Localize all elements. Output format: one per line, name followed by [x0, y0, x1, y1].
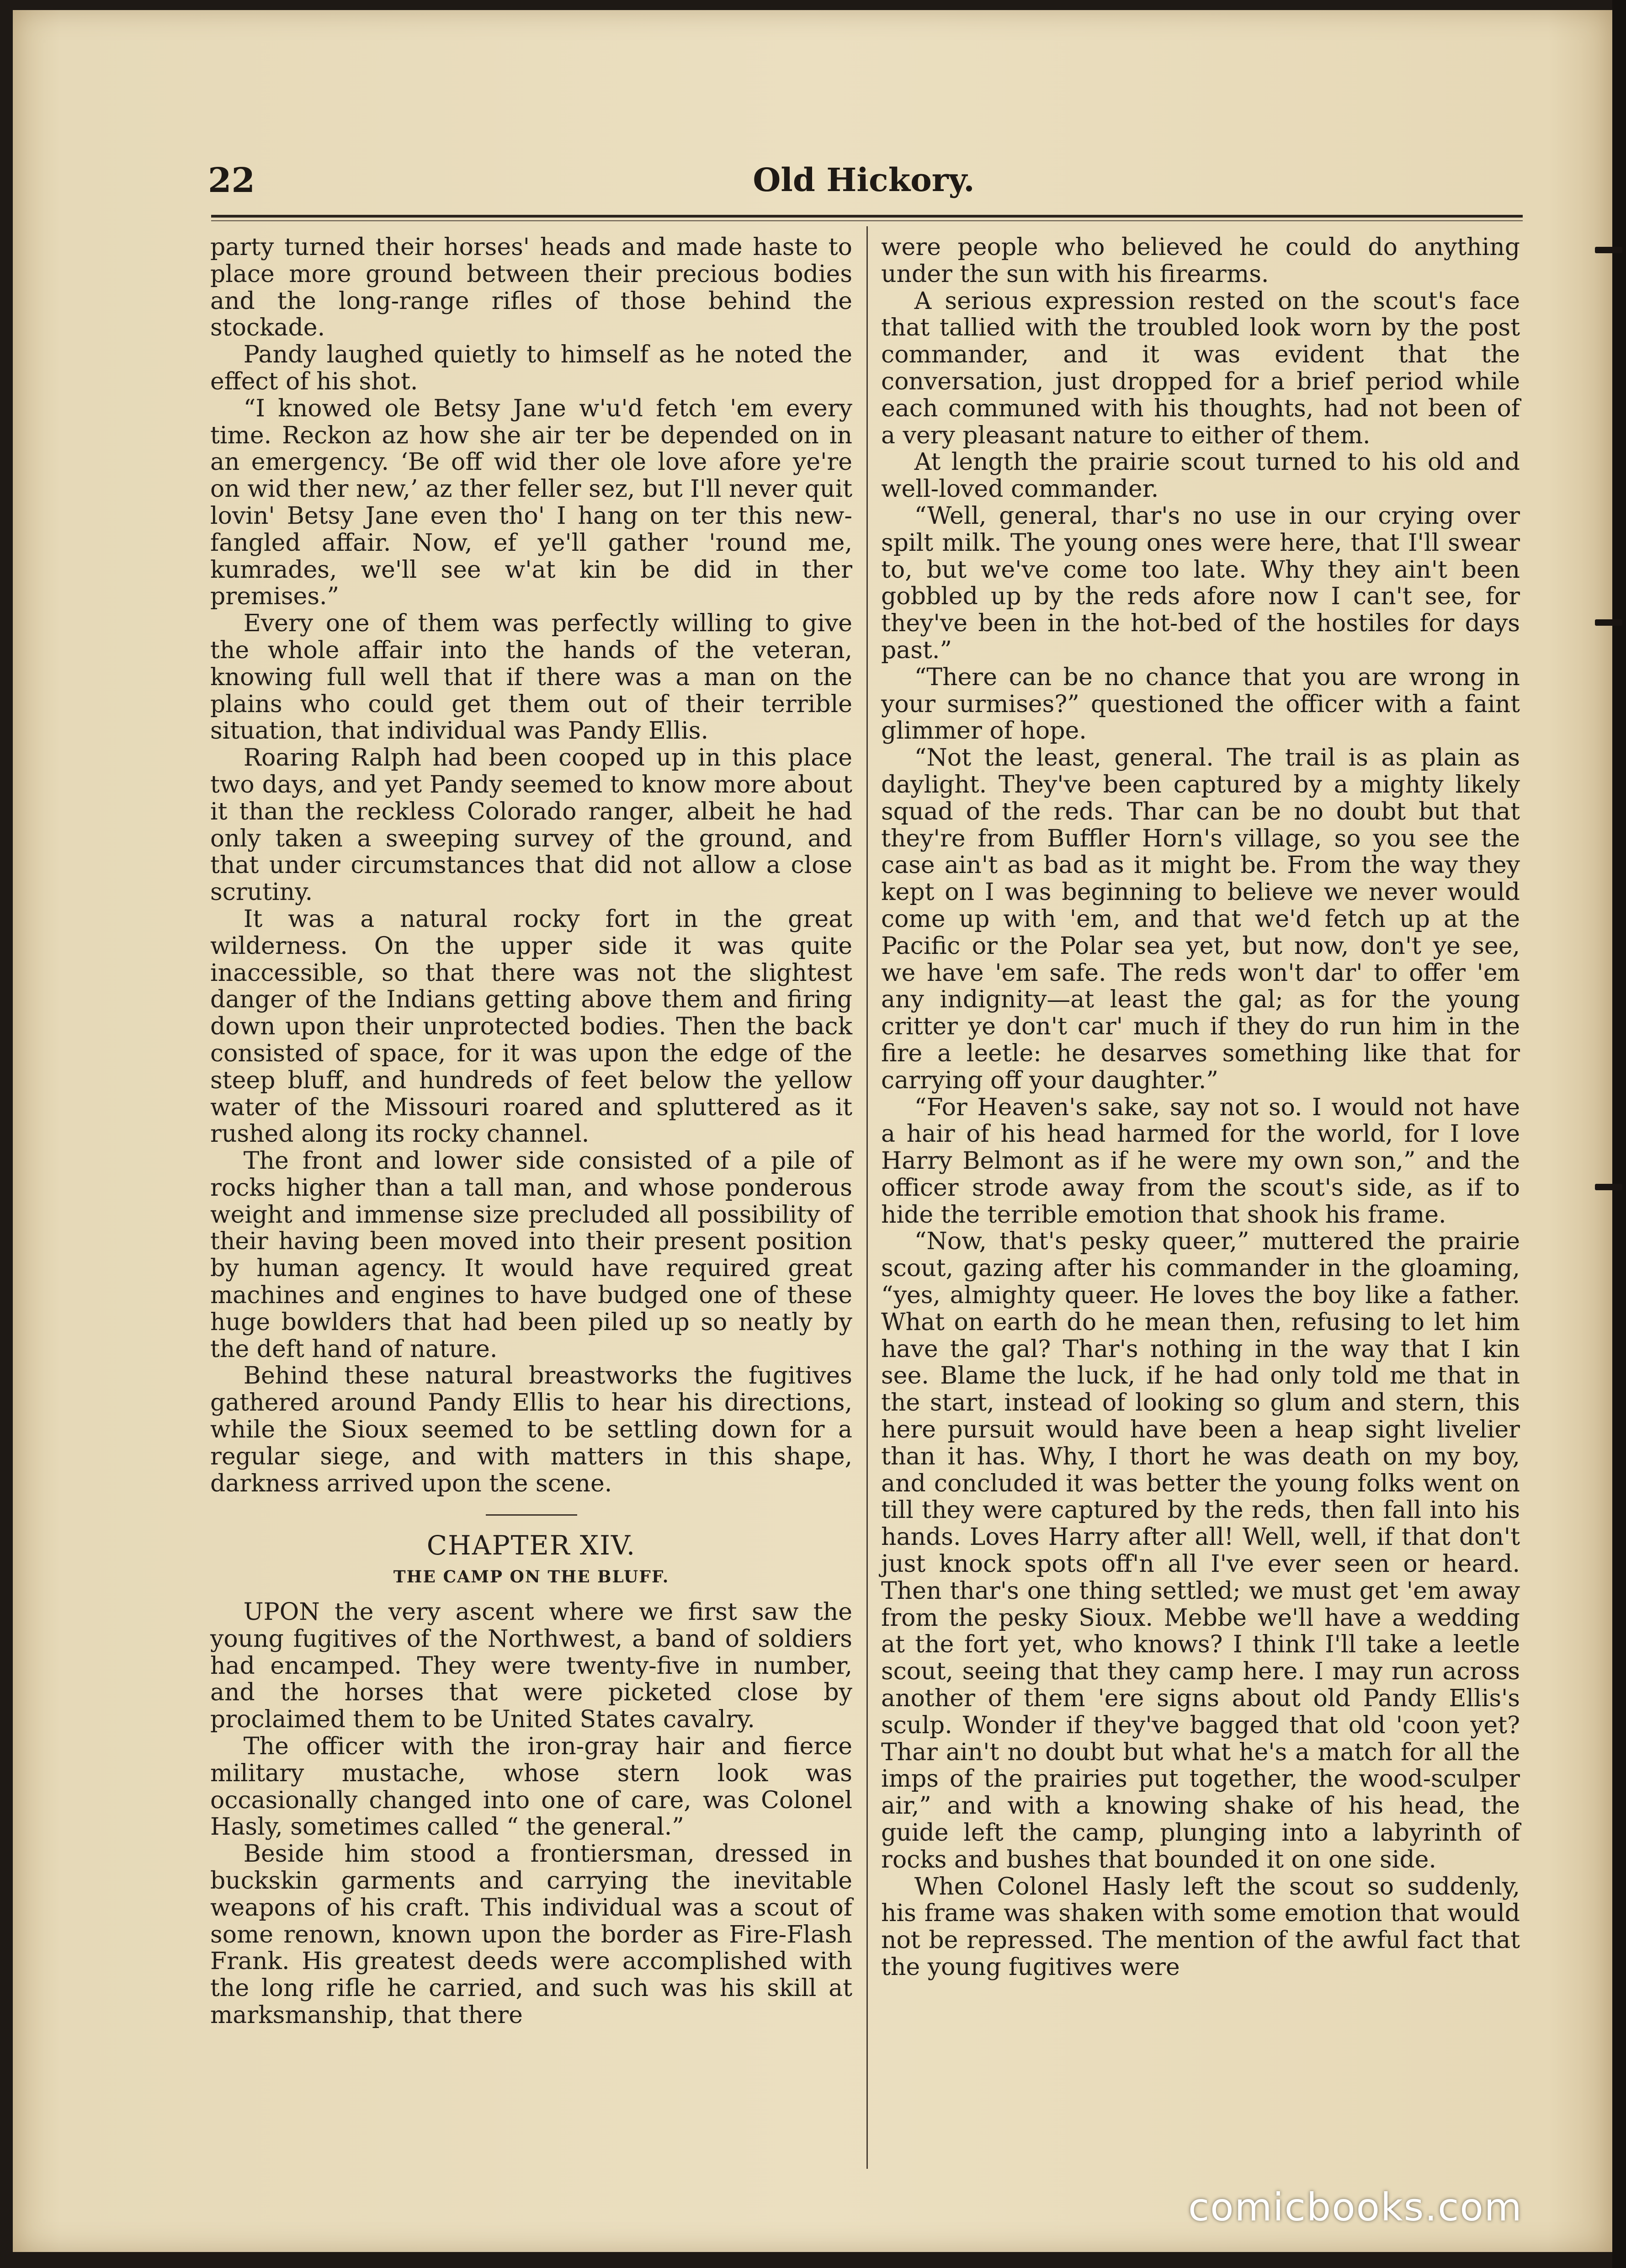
paragraph: The front and lower side consisted of a pile of rocks higher than a tall man, and whose ponderous weight and immense size precluded all possibility of their having been moved into their present position by human agency. It would have required great machines and engines to have budged one of these huge bowlders that had been piled up so neatly by the deft hand of nature.: [210, 1147, 852, 1363]
paragraph: “There can be no chance that you are wrong in your surmises?” questioned the officer with a faint glimmer of hope.: [881, 663, 1520, 745]
staple-notch: [1595, 247, 1622, 253]
site-watermark: comicbooks.com: [1188, 2185, 1523, 2230]
staple-notch: [1595, 619, 1622, 626]
header-rule: [211, 215, 1523, 218]
paragraph: party turned their horses' heads and made haste to place more ground between their precious bodies and the long-range rifles of those behind the stockade.: [210, 234, 852, 342]
paragraph: were people who believed he could do anything under the sun with his firearms.: [881, 234, 1520, 288]
paragraph: Every one of them was perfectly willing to give the whole affair into the hands of the veteran, knowing full well that if there was a man on the plains who could get them out of their terrible situation, that individual was Pandy Ellis.: [210, 610, 852, 745]
right-column: [881, 234, 1520, 1981]
binding-edge: [1612, 0, 1626, 2268]
paragraph: It was a natural rocky fort in the great wilderness. On the upper side it was quite inaccessible, so that there was not the slightest danger of the Indians getting above them and firing down upon their unprotected bodies. Then the back consisted of space, for it was upon the edge of the steep bluff, and hundreds of feet below the yellow water of the Missouri roared and spluttered as it rushed along its rocky channel.: [210, 905, 852, 1148]
paragraph: “Now, that's pesky queer,” muttered the prairie scout, gazing after his commander in the gloaming, “yes, almighty queer. He loves the boy like a father. What on earth do he mean then, refusing to let him have the gal? Thar's nothing in the way that I kin see. Blame the luck, if he had only told me that in the start, instead of looking so glum and stern, this here pursuit would have been a heap sight livelier than it has. Why, I thort he was death on my boy, and concluded it was better the young folks went on till they were captured by the reds, then fall into his hands. Loves Harry after all! Well, well, if that don't just knock spots off'n all I've ever seen or heard. Then thar's one thing settled; we must get 'em away from the pesky Sioux. Mebbe we'll have a wedding at the fort yet, who knows? I think I'll take a leetle scout, seeing that they camp here. I may run across another of them 'ere signs about old Pandy Ellis's sculp. Wonder if they've bagged that old 'coon yet? Thar ain't no doubt but what he's a match for all the imps of the prairies put together, the wood-sculper air,” and with a knowing shake of his head, the guide left the camp, plunging into a labyrinth of rocks and bushes that bounded it on one side.: [881, 1228, 1520, 1874]
paragraph: “Well, general, thar's no use in our crying over spilt milk. The young ones were here, that I'll swear to, but we've come too late. Why they ain't been gobbled up by the reds afore now I can't see, for they've been in the hot-bed of the hostiles for days past.”: [881, 502, 1520, 664]
chapter-subtitle: THE CAMP ON THE BLUFF.: [393, 1567, 670, 1587]
running-title: Old Hickory.: [753, 161, 975, 199]
header-rule-thin: [211, 220, 1523, 221]
left-column: [210, 234, 852, 2029]
paragraph: The officer with the iron-gray hair and fierce military mustache, whose stern look was occasionally changed into one of care, was Colonel Hasly, sometimes called “ the general.”: [210, 1733, 852, 1841]
paragraph: When Colonel Hasly left the scout so suddenly, his frame was shaken with some emotion that would not be repressed. The mention of the awful fact that the young fugitives were: [881, 1873, 1520, 1981]
paragraph: Behind these natural breastworks the fugitives gathered around Pandy Ellis to hear his directions, while the Sioux seemed to be settling down for a regular siege, and with matters in this shape, darkness arrived upon the scene.: [210, 1362, 852, 1497]
paragraph: “Not the least, general. The trail is as plain as daylight. They've been captured by a mighty likely squad of the reds. Thar can be no doubt but that they're from Buffler Horn's village, so you see the case ain't as bad as it might be. From the way they kept on I was beginning to believe we never would come up with 'em, and that we'd fetch up at the Pacific or the Polar sea yet, but now, don't ye see, we have 'em safe. The reds won't dar' to offer 'em any indignity—at least the gal; as for the young critter ye don't car' much if they do run him in the fire a leetle: he desarves something like that for carrying off your daughter.”: [881, 744, 1520, 1094]
chapter-heading: CHAPTER XIV.: [426, 1530, 636, 1561]
column-divider: [866, 226, 868, 2169]
paragraph: Beside him stood a frontiersman, dressed in buckskin garments and carrying the inevitable weapons of his craft. This individual was a scout of some renown, known upon the border as Fire-Flash Frank. His greatest deeds were accomplished with the long rifle he carried, and such was his skill at marksmanship, that there: [210, 1840, 852, 2029]
paragraph: At length the prairie scout turned to his old and well-loved commander.: [881, 448, 1520, 503]
page-number: 22: [208, 161, 255, 200]
page-header: [208, 156, 1520, 207]
paragraph: UPON the very ascent where we first saw the young fugitives of the Northwest, a band of soldiers had encamped. They were twenty-five in number, and the horses that were picketed close by proclaimed them to be United States cavalry.: [210, 1598, 852, 1734]
paragraph: Roaring Ralph had been cooped up in this place two days, and yet Pandy seemed to know more about it than the reckless Colorado ranger, albeit he had only taken a sweeping survey of the ground, and that under circumstances that did not allow a close scrutiny.: [210, 744, 852, 906]
chapter-rule: [486, 1514, 577, 1516]
paragraph: Pandy laughed quietly to himself as he noted the effect of his shot.: [210, 341, 852, 395]
staple-notch: [1595, 1184, 1622, 1190]
paragraph: “I knowed ole Betsy Jane w'u'd fetch 'em every time. Reckon az how she air ter be depended on in an emergency. ‘Be off wid ther ole love afore ye're on wid ther new,’ az ther feller sez, but I'll never quit lovin' Betsy Jane even tho' I hang on ter this new-fangled affair. Now, ef ye'll gather 'round me, kumrades, we'll see w'at kin be did in ther premises.”: [210, 394, 852, 611]
paragraph: A serious expression rested on the scout's face that tallied with the troubled look worn by the post commander, and it was evident that the conversation, just dropped for a brief period while each communed with his thoughts, had not been of a very pleasant nature to either of them.: [881, 287, 1520, 449]
paragraph: “For Heaven's sake, say not so. I would not have a hair of his head harmed for the world, for I love Harry Belmont as if he were my own son,” and the officer strode away from the scout's side, as if to hide the terrible emotion that shook his frame.: [881, 1093, 1520, 1229]
